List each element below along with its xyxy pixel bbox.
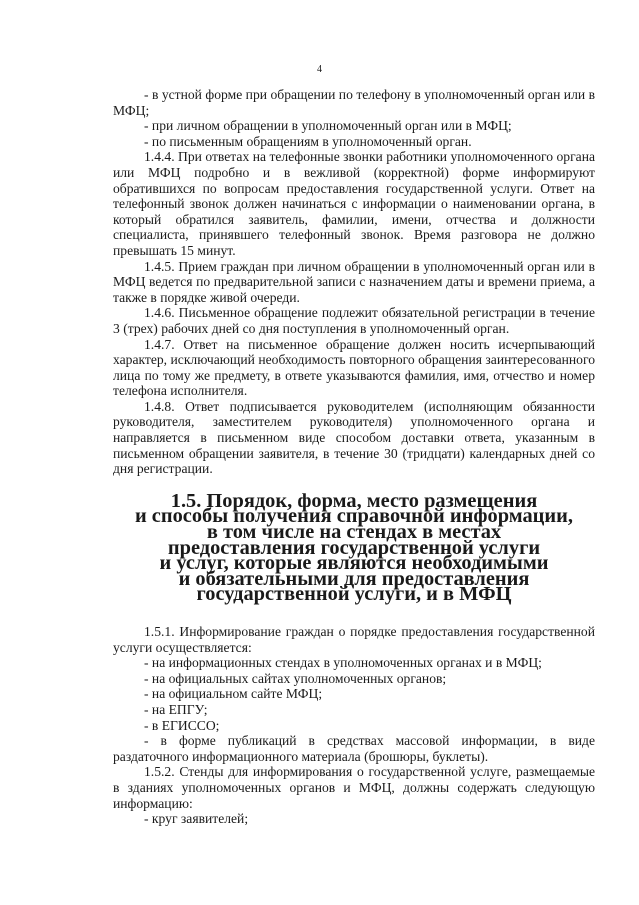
- list-item-official-sites: - на официальных сайтах уполномоченных органов;: [144, 670, 447, 686]
- heading-line: 1.5. Порядок, форма, место размещения: [170, 489, 538, 512]
- list-item-in-person: - при личном обращении в уполномоченный орган или в МФЦ;: [144, 118, 512, 134]
- clause-1-4-7: 1.4.7. Ответ на письменное обращение должен носить исчерпывающий характер, исключающий необходимость повторного обращения заинтересованного лица по тому же предмету, в ответе указываются фамилия, имя, отчество и номер телефона исполнителя.: [113, 336, 595, 399]
- list-item-phone: - в устной форме при обращении по телефону в уполномоченный орган или в МФЦ;: [113, 87, 595, 118]
- heading-line: и обязательными для предоставления: [178, 567, 530, 590]
- clause-1-4-8: 1.4.8. Ответ подписывается руководителем (исполняющим обязанности руководителя, заместителем руководителя) уполномоченного органа и направляется в письменном виде способом доставки ответа, указанным в письменном обращении заявителя, в течение 30 (тридцати) календарных дней со дня регистрации.: [113, 398, 595, 477]
- list-item-applicants: - круг заявителей;: [144, 811, 249, 827]
- document-body: [113, 87, 595, 827]
- clause-1-4-6: 1.4.6. Письменное обращение подлежит обязательной регистрации в течение 3 (трех) рабочих дней со дня поступления в уполномоченный орган.: [113, 305, 595, 336]
- list-item-egisso: - в ЕГИССО;: [144, 717, 220, 733]
- clause-1-5-2: 1.5.2. Стенды для информирования о государственной услуге, размещаемые в зданиях уполномоченных органов и МФЦ, должны содержать следующую информацию:: [113, 764, 595, 811]
- list-item-written: - по письменным обращениям в уполномоченный орган.: [144, 133, 472, 149]
- clause-1-4-4: 1.4.4. При ответах на телефонные звонки работники уполномоченного органа или МФЦ подробно и в вежливой (корректной) форме информируют обратившихся по вопросам предоставления государственной услуги. Ответ на телефонный звонок должен начинаться с информации о наименовании органа, в который обратился заявитель, фамилии, имени, отчества и должности специалиста, принявшего телефонный звонок. Время разговора не должно превышать 15 минут.: [113, 149, 595, 258]
- list-item-epgu: - на ЕПГУ;: [144, 701, 208, 717]
- section-heading-1-5: [113, 489, 595, 606]
- list-item-stands: - на информационных стендах в уполномоченных органах и в МФЦ;: [144, 655, 542, 671]
- page-number: 4: [317, 64, 322, 75]
- heading-line: в том числе на стендах в местах: [206, 521, 502, 544]
- clause-1-4-5: 1.4.5. Прием граждан при личном обращении в уполномоченный орган или в МФЦ ведется по предварительной записи с назначением даты и времени приема, а также в порядке живой очереди.: [113, 258, 595, 305]
- list-item-publications: - в форме публикаций в средствах массовой информации, в виде раздаточного информационного материала (брошюры, буклеты).: [113, 733, 595, 764]
- list-item-mfc-site: - на официальном сайте МФЦ;: [144, 686, 323, 702]
- heading-line: предоставления государственной услуги: [167, 536, 541, 559]
- clause-1-5-1: 1.5.1. Информирование граждан о порядке предоставления государственной услуги осуществляется:: [113, 624, 595, 655]
- spacer: [113, 603, 595, 624]
- heading-line: государственной услуги, и в МФЦ: [196, 583, 512, 606]
- heading-line: и способы получения справочной информации,: [134, 505, 574, 528]
- heading-line: и услуг, которые являются необходимыми: [159, 552, 549, 575]
